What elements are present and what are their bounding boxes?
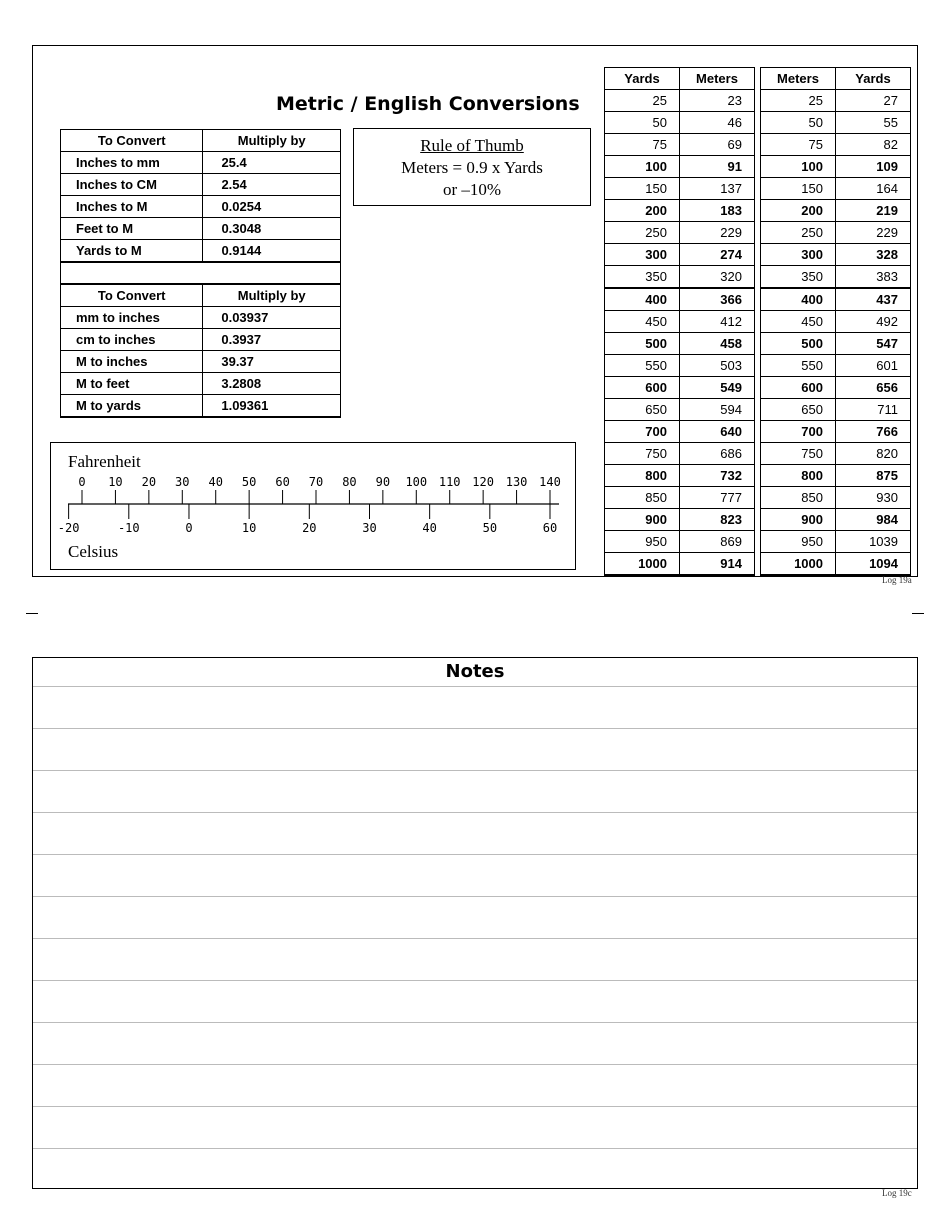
table-row: [761, 377, 911, 399]
table-cell: 437: [836, 288, 911, 311]
temperature-scale-graphic: [51, 443, 575, 569]
conversion-name: Inches to M: [61, 196, 203, 218]
table-cell: 950: [605, 531, 680, 553]
table-cell: 383: [836, 266, 911, 289]
table-row: [605, 465, 755, 487]
table-cell: 850: [761, 487, 836, 509]
table-row: [761, 443, 911, 465]
table-row: [605, 288, 755, 311]
table-cell: 500: [761, 333, 836, 355]
log-label-bottom: Log 19c: [882, 1188, 912, 1198]
column-header: To Convert: [61, 285, 203, 307]
rule-of-thumb-line2: or –10%: [442, 180, 502, 199]
table-cell: 91: [680, 156, 755, 178]
multiplier-value: 2.54: [203, 174, 341, 196]
table-row: [605, 90, 755, 112]
meters-to-yards-table: [760, 67, 911, 576]
fahrenheit-tick-label: 70: [308, 475, 324, 489]
column-header: Multiply by: [203, 285, 341, 307]
table-cell: 1094: [836, 553, 911, 576]
table-row: [61, 196, 341, 218]
table-row: [605, 487, 755, 509]
table-row: [605, 421, 755, 443]
rule-of-thumb-box: [353, 128, 591, 206]
conversion-name: M to yards: [61, 395, 203, 418]
table-cell: 492: [836, 311, 911, 333]
fahrenheit-tick-label: 90: [375, 475, 391, 489]
table-cell: 984: [836, 509, 911, 531]
fahrenheit-tick-label: 80: [342, 475, 357, 489]
fahrenheit-tick-label: 110: [438, 475, 461, 489]
note-line: [33, 1064, 917, 1065]
celsius-tick-label: 20: [302, 521, 317, 535]
table-cell: 200: [605, 200, 680, 222]
cut-mark-left: [26, 613, 38, 614]
table-cell: 300: [761, 244, 836, 266]
column-header: Meters: [680, 68, 755, 90]
table-row: [61, 240, 341, 263]
fahrenheit-tick-label: 140: [539, 475, 561, 489]
celsius-ticks: [58, 504, 557, 535]
table-cell: 900: [761, 509, 836, 531]
table-cell: 777: [680, 487, 755, 509]
celsius-tick-label: -10: [117, 521, 140, 535]
note-line: [33, 812, 917, 813]
table-row: [761, 178, 911, 200]
celsius-tick-label: 0: [185, 521, 193, 535]
conversion-name: Inches to CM: [61, 174, 203, 196]
table-cell: 50: [605, 112, 680, 134]
table-cell: 850: [605, 487, 680, 509]
table-row: [761, 266, 911, 289]
table-cell: 109: [836, 156, 911, 178]
multiplier-value: 0.0254: [203, 196, 341, 218]
table-row: [761, 333, 911, 355]
celsius-tick-label: 60: [542, 521, 558, 535]
conversion-name: Feet to M: [61, 218, 203, 240]
log-label-top: Log 19a: [882, 575, 912, 585]
table-cell: 686: [680, 443, 755, 465]
table-cell: 700: [605, 421, 680, 443]
table-cell: 100: [761, 156, 836, 178]
table-row: [605, 311, 755, 333]
celsius-tick-label: 40: [422, 521, 437, 535]
fahrenheit-tick-label: 100: [405, 475, 428, 489]
table-cell: 700: [761, 421, 836, 443]
table-row: [761, 90, 911, 112]
table-row: [605, 531, 755, 553]
conversion-name: cm to inches: [61, 329, 203, 351]
table-cell: 23: [680, 90, 755, 112]
celsius-tick-label: -20: [57, 521, 80, 535]
note-line: [33, 686, 917, 687]
table-cell: 200: [761, 200, 836, 222]
table-row: [605, 443, 755, 465]
table-cell: 1000: [761, 553, 836, 576]
fahrenheit-label: Fahrenheit: [68, 452, 141, 471]
note-line: [33, 770, 917, 771]
table-cell: 820: [836, 443, 911, 465]
rule-of-thumb-line1: Meters = 0.9 x Yards: [401, 158, 543, 177]
table-cell: 46: [680, 112, 755, 134]
table-cell: 25: [605, 90, 680, 112]
table-cell: 650: [605, 399, 680, 421]
table-cell: 656: [836, 377, 911, 399]
table-cell: 594: [680, 399, 755, 421]
table-row: [605, 222, 755, 244]
column-header: Multiply by: [203, 130, 341, 152]
table-cell: 400: [605, 288, 680, 311]
multiplier-value: 0.9144: [203, 240, 341, 263]
table-cell: 350: [761, 266, 836, 289]
table-cell: 547: [836, 333, 911, 355]
multiplier-value: 0.03937: [203, 307, 341, 329]
table-cell: 875: [836, 465, 911, 487]
fahrenheit-tick-label: 130: [505, 475, 528, 489]
table-cell: 869: [680, 531, 755, 553]
table-cell: 300: [605, 244, 680, 266]
note-line: [33, 728, 917, 729]
fahrenheit-tick-label: 60: [275, 475, 290, 489]
table-cell: 914: [680, 553, 755, 576]
table-cell: 250: [761, 222, 836, 244]
multiplier-value: 25.4: [203, 152, 341, 174]
celsius-label: Celsius: [68, 542, 119, 561]
multiplier-value: 0.3937: [203, 329, 341, 351]
table-cell: 75: [605, 134, 680, 156]
table-cell: 150: [761, 178, 836, 200]
fahrenheit-tick-label: 120: [472, 475, 494, 489]
table-cell: 320: [680, 266, 755, 289]
column-header: To Convert: [61, 130, 203, 152]
table-row: [605, 266, 755, 289]
table-cell: 274: [680, 244, 755, 266]
metric-to-english-table: [60, 284, 341, 418]
table-cell: 75: [761, 134, 836, 156]
multiplier-value: 39.37: [203, 351, 341, 373]
table-cell: 1039: [836, 531, 911, 553]
table-cell: 250: [605, 222, 680, 244]
table-row: [761, 311, 911, 333]
note-line: [33, 1022, 917, 1023]
table-row: [605, 178, 755, 200]
note-line: [33, 980, 917, 981]
table-row: [605, 200, 755, 222]
table-row: [761, 156, 911, 178]
table-cell: 400: [761, 288, 836, 311]
page-title: Metric / English Conversions: [276, 93, 580, 115]
fahrenheit-ticks: [78, 475, 560, 504]
table-cell: 503: [680, 355, 755, 377]
table-row: [761, 222, 911, 244]
table-row: [605, 156, 755, 178]
table-row: [761, 509, 911, 531]
table-cell: 27: [836, 90, 911, 112]
celsius-tick-label: 30: [362, 521, 377, 535]
table-row: [605, 553, 755, 576]
table-row: [605, 355, 755, 377]
note-line: [33, 938, 917, 939]
table-row: [61, 351, 341, 373]
table-cell: 601: [836, 355, 911, 377]
table-row: [761, 200, 911, 222]
table-cell: 900: [605, 509, 680, 531]
table-cell: 25: [761, 90, 836, 112]
cut-mark-right: [912, 613, 924, 614]
table-row: [61, 395, 341, 418]
table-cell: 183: [680, 200, 755, 222]
table-cell: 229: [836, 222, 911, 244]
table-cell: 550: [761, 355, 836, 377]
table-cell: 150: [605, 178, 680, 200]
table-row: [761, 355, 911, 377]
table-row: [761, 421, 911, 443]
column-header: Meters: [761, 68, 836, 90]
english-to-metric-table: [60, 129, 341, 263]
conversion-name: M to feet: [61, 373, 203, 395]
celsius-tick-label: 50: [482, 521, 498, 535]
table-cell: 550: [605, 355, 680, 377]
table-row: [61, 218, 341, 240]
table-cell: 732: [680, 465, 755, 487]
table-cell: 366: [680, 288, 755, 311]
table-cell: 640: [680, 421, 755, 443]
table-cell: 164: [836, 178, 911, 200]
table-row: [761, 399, 911, 421]
table-cell: 450: [761, 311, 836, 333]
multiplier-value: 0.3048: [203, 218, 341, 240]
celsius-tick-label: 10: [241, 521, 257, 535]
note-line: [33, 1148, 917, 1149]
table-cell: 55: [836, 112, 911, 134]
table-cell: 766: [836, 421, 911, 443]
note-line: [33, 896, 917, 897]
table-row: [605, 377, 755, 399]
table-cell: 458: [680, 333, 755, 355]
notes-title: Notes: [445, 661, 505, 682]
table-cell: 823: [680, 509, 755, 531]
multiplier-value: 3.2808: [203, 373, 341, 395]
table-cell: 750: [761, 443, 836, 465]
fahrenheit-tick-label: 0: [78, 475, 86, 489]
table-cell: 600: [761, 377, 836, 399]
table-cell: 500: [605, 333, 680, 355]
table-cell: 549: [680, 377, 755, 399]
fahrenheit-tick-label: 50: [241, 475, 257, 489]
table-row: [61, 307, 341, 329]
table-row: [761, 553, 911, 576]
table-row: [605, 244, 755, 266]
table-cell: 350: [605, 266, 680, 289]
rule-of-thumb-title: Rule of Thumb: [420, 136, 524, 155]
table-row: [605, 112, 755, 134]
fahrenheit-tick-label: 10: [108, 475, 123, 489]
temperature-scale: [50, 442, 576, 570]
table-cell: 412: [680, 311, 755, 333]
table-row: [605, 509, 755, 531]
table-cell: 650: [761, 399, 836, 421]
table-spacer: [60, 261, 341, 284]
conversion-name: mm to inches: [61, 307, 203, 329]
table-cell: 1000: [605, 553, 680, 576]
notes-panel: [32, 657, 918, 1189]
table-row: [761, 244, 911, 266]
table-cell: 600: [605, 377, 680, 399]
table-row: [61, 152, 341, 174]
table-row: [61, 373, 341, 395]
table-row: [761, 112, 911, 134]
table-cell: 750: [605, 443, 680, 465]
fahrenheit-tick-label: 20: [141, 475, 157, 489]
conversion-name: M to inches: [61, 351, 203, 373]
conversion-name: Yards to M: [61, 240, 203, 263]
table-row: [61, 174, 341, 196]
table-row: [761, 288, 911, 311]
note-line: [33, 854, 917, 855]
table-cell: 100: [605, 156, 680, 178]
table-cell: 137: [680, 178, 755, 200]
table-row: [605, 399, 755, 421]
table-cell: 800: [605, 465, 680, 487]
column-header: Yards: [605, 68, 680, 90]
fahrenheit-tick-label: 40: [208, 475, 223, 489]
column-header: Yards: [836, 68, 911, 90]
multiplier-value: 1.09361: [203, 395, 341, 418]
table-row: [761, 531, 911, 553]
table-cell: 800: [761, 465, 836, 487]
table-cell: 50: [761, 112, 836, 134]
table-cell: 219: [836, 200, 911, 222]
conversion-name: Inches to mm: [61, 152, 203, 174]
table-cell: 930: [836, 487, 911, 509]
table-row: [605, 134, 755, 156]
table-cell: 328: [836, 244, 911, 266]
yards-to-meters-table: [604, 67, 755, 576]
table-cell: 229: [680, 222, 755, 244]
table-row: [605, 333, 755, 355]
table-row: [761, 487, 911, 509]
table-cell: 69: [680, 134, 755, 156]
table-cell: 450: [605, 311, 680, 333]
table-row: [761, 134, 911, 156]
table-cell: 950: [761, 531, 836, 553]
fahrenheit-tick-label: 30: [175, 475, 190, 489]
note-line: [33, 1106, 917, 1107]
table-row: [61, 329, 341, 351]
table-cell: 82: [836, 134, 911, 156]
table-row: [761, 465, 911, 487]
table-cell: 711: [836, 399, 911, 421]
